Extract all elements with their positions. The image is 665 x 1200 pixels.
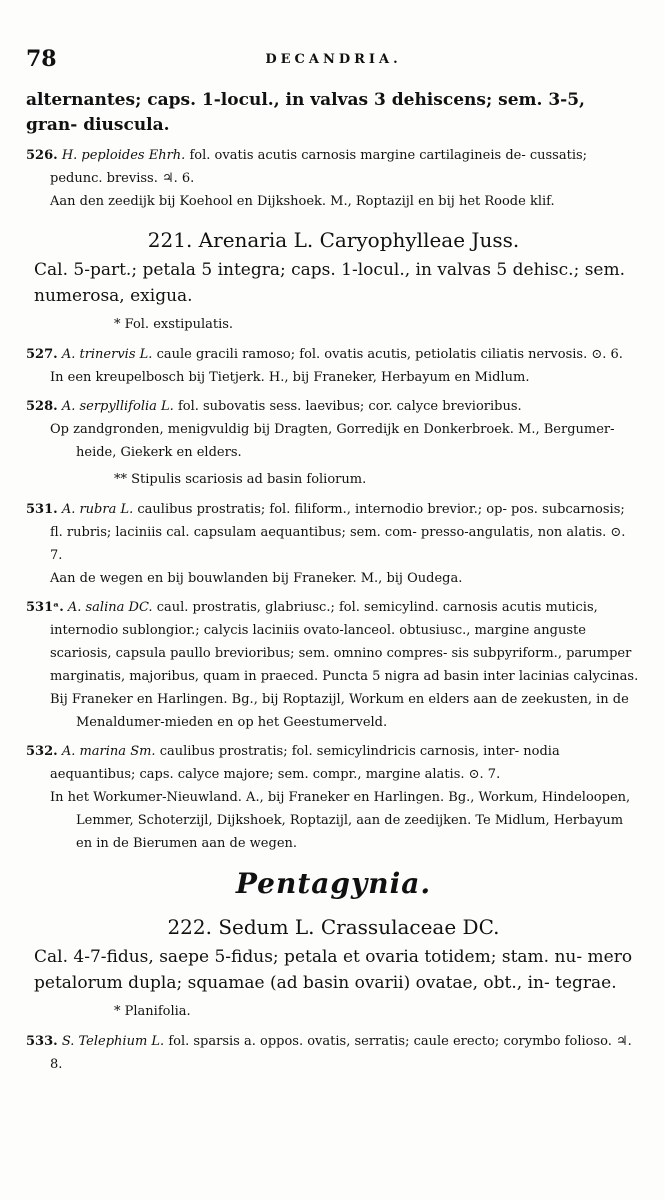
species-author: L. bbox=[120, 502, 134, 517]
species-name: H. peploides bbox=[61, 148, 145, 163]
species-name: A. trinervis bbox=[61, 347, 136, 362]
species-author: DC. bbox=[128, 600, 153, 615]
locality-text: Op zandgronden, menigvuldig bij Dragten, Gorredijk en Donkerbroek. M., Bergumer-heide, Giekerk en elders. bbox=[50, 422, 615, 460]
species-name: A. rubra bbox=[61, 502, 117, 517]
species-entry bbox=[26, 1030, 641, 1076]
continued-paragraph: alternantes; caps. 1-locul., in valvas 3 dehiscens; sem. 3-5, gran- diuscula. bbox=[26, 90, 585, 135]
species-author: Ehrh. bbox=[148, 148, 186, 163]
page-number: 78 bbox=[26, 46, 57, 72]
locality-text: In het Workumer-Nieuwland. A., bij Franeker en Harlingen. Bg., Workum, Hindeloopen, Lemmer, Schoterzijl, Dijkshoek, Roptazijl, aan de zeedijken. Te Midlum, Herbayum en in de Bierumen aan de wegen. bbox=[50, 790, 631, 851]
section-heading: ** Stipulis scariosis ad basin foliorum. bbox=[114, 472, 367, 487]
species-entry bbox=[26, 498, 641, 567]
species-author: L. bbox=[151, 1034, 165, 1049]
page-header bbox=[26, 46, 641, 76]
species-description: caulibus prostratis; fol. semicylindricis carnosis, inter- nodia aequantibus; caps. calyce majore; sem. compr., margine alatis. ⊙. 7. bbox=[50, 744, 560, 782]
species-entry bbox=[26, 596, 641, 688]
species-entry bbox=[26, 144, 641, 190]
species-description: caule gracili ramoso; fol. ovatis acutis, petiolatis ciliatis nervosis. ⊙. 6. bbox=[156, 347, 623, 362]
locality-text: Aan den zeedijk bij Koehool en Dijkshoek. M., Roptazijl en bij het Roode klif. bbox=[50, 194, 555, 209]
species-entry bbox=[26, 740, 641, 786]
entry-number: 531ᵃ. bbox=[26, 600, 64, 615]
species-description: caul. prostratis, glabriusc.; fol. semicylind. carnosis acutis muticis, internodio sublongior.; calycis laciniis ovato-lanceol. obtusiusc., margine anguste scariosis, capsula paullo brevioribus; sem. omnino compres- sis subpyriform., parumper marginatis, majoribus, quam in praeced. Puncta 5 nigra ad basin inter lacinias calycinas. bbox=[50, 600, 639, 684]
entry-number: 531. bbox=[26, 502, 58, 517]
page-body bbox=[26, 88, 641, 1076]
locality-text: In een kreupelbosch bij Tietjerk. H., bij Franeker, Herbayum en Midlum. bbox=[50, 370, 530, 385]
genus-heading: 222. Sedum L. Crassulaceae DC. bbox=[167, 915, 500, 939]
genus-description: Cal. 4-7-fidus, saepe 5-fidus; petala et ovaria totidem; stam. nu- mero petalorum dupla; squamae (ad basin ovarii) ovatae, obt., in- tegrae. bbox=[34, 947, 633, 993]
section-heading: * Planifolia. bbox=[114, 1004, 191, 1019]
species-description: caulibus prostratis; fol. filiform., internodio brevior.; op- pos. subcarnosis; fl. rubris; laciniis cal. capsulam aequantibus; sem. com- presso-angulatis, non alatis. ⊙. 7. bbox=[50, 502, 626, 563]
species-author: Sm. bbox=[130, 744, 156, 759]
entry-number: 532. bbox=[26, 744, 58, 759]
species-description: fol. ovatis acutis carnosis margine cartilagineis de- cussatis; pedunc. breviss. ♃. 6. bbox=[50, 148, 588, 186]
entry-number: 528. bbox=[26, 399, 58, 414]
locality-text: Bij Franeker en Harlingen. Bg., bij Roptazijl, Workum en elders aan de zeekusten, in de Menaldumer-mieden en op het Geestumerveld. bbox=[50, 692, 629, 730]
species-entry bbox=[26, 343, 641, 366]
entry-number: 526. bbox=[26, 148, 58, 163]
genus-heading: 221. Arenaria L. Caryophylleae Juss. bbox=[147, 228, 520, 252]
species-description: fol. subovatis sess. laevibus; cor. calyce brevioribus. bbox=[177, 399, 522, 414]
order-heading: Pentagynia. bbox=[235, 867, 432, 900]
species-description: fol. sparsis a. oppos. ovatis, serratis; caule erecto; corymbo folioso. ♃. 8. bbox=[50, 1034, 632, 1072]
section-heading: * Fol. exstipulatis. bbox=[114, 317, 234, 332]
locality-text: Aan de wegen en bij bouwlanden bij Franeker. M., bij Oudega. bbox=[50, 571, 463, 586]
species-author: L. bbox=[139, 347, 153, 362]
species-name: A. marina bbox=[61, 744, 127, 759]
entry-number: 533. bbox=[26, 1034, 58, 1049]
genus-description: Cal. 5-part.; petala 5 integra; caps. 1-locul., in valvas 5 dehisc.; sem. numerosa, exigua. bbox=[34, 260, 626, 306]
species-name: A. salina bbox=[67, 600, 125, 615]
species-name: A. serpyllifolia bbox=[61, 399, 157, 414]
species-name: S. Telephium bbox=[61, 1034, 148, 1049]
species-author: L. bbox=[161, 399, 174, 414]
running-title: DECANDRIA. bbox=[265, 52, 402, 67]
entry-number: 527. bbox=[26, 347, 58, 362]
species-entry bbox=[26, 395, 641, 418]
